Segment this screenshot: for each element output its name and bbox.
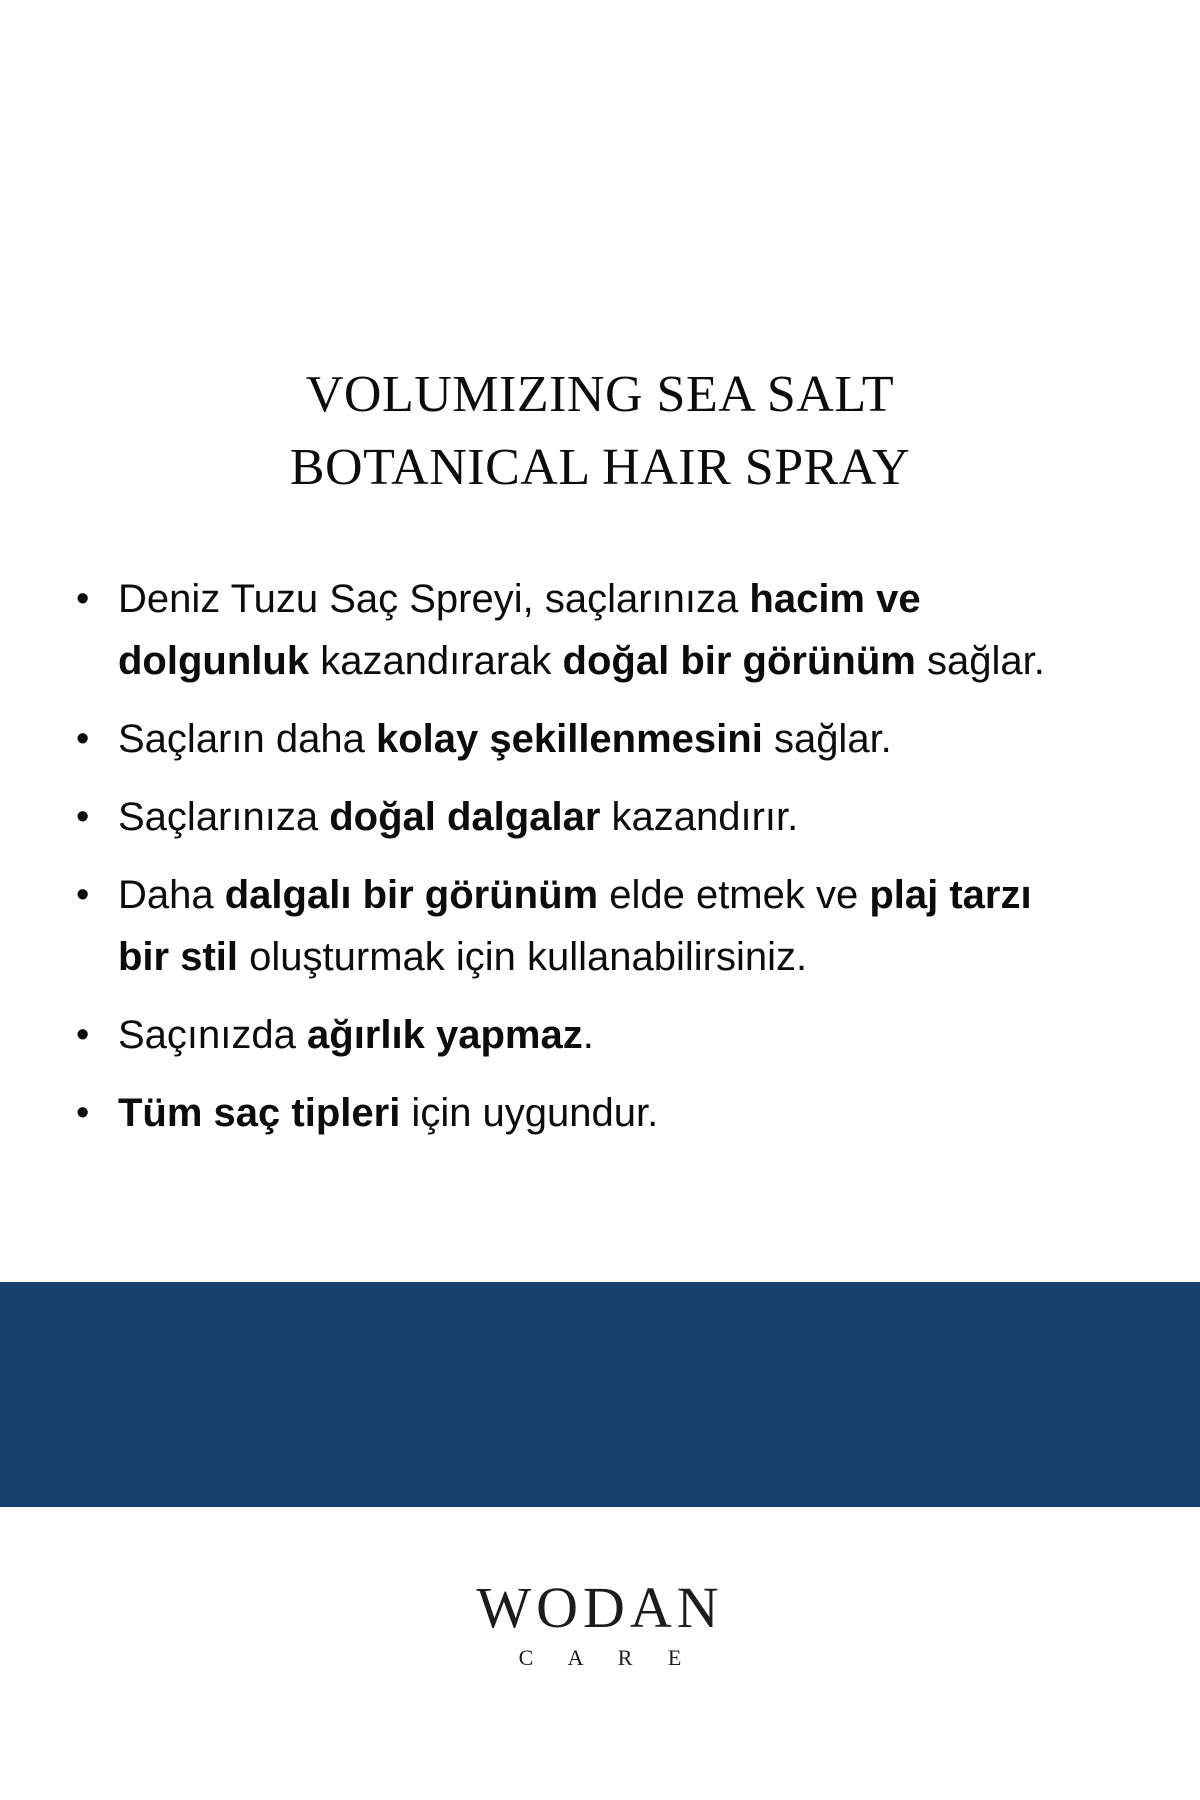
feature-list xyxy=(76,568,1140,1160)
list-item xyxy=(76,864,1140,988)
bullet-icon: • xyxy=(76,718,90,760)
product-title-line1: VOLUMIZING SEA SALT xyxy=(305,366,895,423)
blue-band xyxy=(0,1282,1200,1507)
bullet-icon: • xyxy=(76,578,90,620)
list-item-text: Tüm saç tipleri için uygundur. xyxy=(118,1091,659,1135)
product-title-line2: BOTANICAL HAIR SPRAY xyxy=(289,439,911,496)
list-item-text: Deniz Tuzu Saç Spreyi, saçlarınıza hacim ve dolgunluk kazandırarak doğal bir görünüm sağlar. xyxy=(118,577,1045,683)
brand-name: WODAN xyxy=(476,1575,724,1640)
bullet-icon: • xyxy=(76,1092,90,1134)
bullet-icon: • xyxy=(76,1014,90,1056)
list-item xyxy=(76,1004,1140,1066)
brand-logo xyxy=(0,1575,1200,1670)
brand-subtitle: C A R E xyxy=(518,1645,697,1670)
product-title xyxy=(0,358,1200,504)
list-item-text: Daha dalgalı bir görünüm elde etmek ve plaj tarzı bir stil oluşturmak için kullanabilirsiniz. xyxy=(118,873,1032,979)
list-item xyxy=(76,786,1140,848)
list-item xyxy=(76,568,1140,692)
list-item-text: Saçınızda ağırlık yapmaz. xyxy=(118,1013,594,1057)
list-item xyxy=(76,708,1140,770)
bullet-icon: • xyxy=(76,874,90,916)
list-item xyxy=(76,1082,1140,1144)
list-item-text: Saçlarınıza doğal dalgalar kazandırır. xyxy=(118,795,799,839)
bullet-icon: • xyxy=(76,796,90,838)
list-item-text: Saçların daha kolay şekillenmesini sağlar. xyxy=(118,717,892,761)
